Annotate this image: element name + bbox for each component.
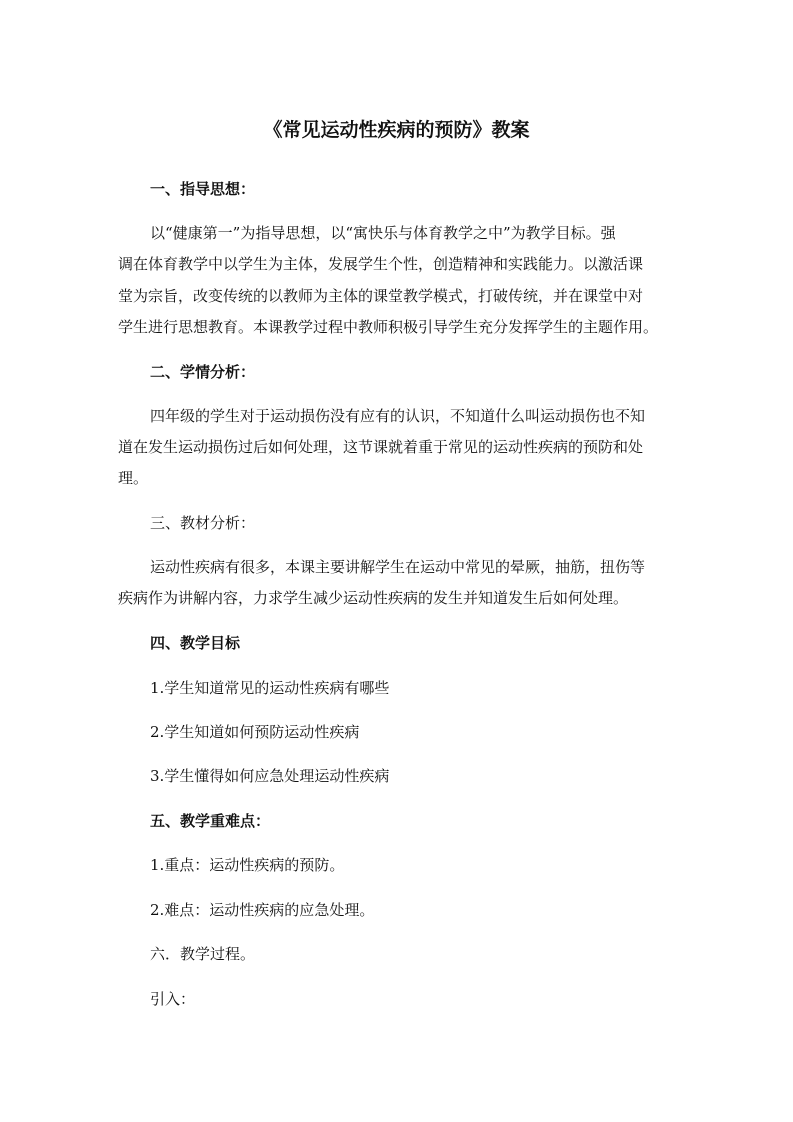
paragraph-line: 疾病作为讲解内容，力求学生减少运动性疾病的发生并知道发生后如何处理。	[118, 589, 629, 607]
paragraph-line: 四年级的学生对于运动损伤没有应有的认识，不知道什么叫运动损伤也不知	[150, 407, 646, 425]
paragraph-line: 以“健康第一”为指导思想，以“寓快乐与体育教学之中”为教学目标。强	[150, 224, 616, 242]
section-heading-student-analysis: 二、学情分析：	[150, 363, 256, 381]
section-heading-key-points: 五、教学重难点：	[150, 812, 271, 830]
paragraph-line: 运动性疾病有很多，本课主要讲解学生在运动中常见的晕厥，抽筋，扭伤等	[150, 558, 646, 576]
section-heading-guiding-thought: 一、指导思想：	[150, 180, 256, 198]
section-heading-material-analysis: 三、教材分析：	[150, 514, 256, 532]
paragraph-line: 理。	[118, 469, 149, 487]
paragraph-line: 堂为宗旨，改变传统的以教师为主体的课堂教学模式，打破传统，并在课堂中对	[118, 287, 644, 305]
list-item: 3.学生懂得如何应急处理运动性疾病	[150, 767, 390, 785]
paragraph-line: 道在发生运动损伤过后如何处理，这节课就着重于常见的运动性疾病的预防和处	[118, 438, 644, 456]
paragraph-line: 学生进行思想教育。本课教学过程中教师积极引导学生充分发挥学生的主题作用。	[118, 318, 659, 336]
section-heading-teaching-goals: 四、教学目标	[150, 634, 241, 652]
list-item: 2.学生知道如何预防运动性疾病	[150, 723, 360, 741]
paragraph-line: 调在体育教学中以学生为主体，发展学生个性，创造精神和实践能力。以激活课	[118, 255, 644, 273]
section-intro-label: 引入：	[150, 990, 196, 1008]
section-heading-teaching-process: 六．教学过程。	[150, 945, 256, 963]
document-title: 《常见运动性疾病的预防》教案	[263, 119, 530, 141]
list-item: 1.重点：运动性疾病的预防。	[150, 856, 345, 874]
list-item: 1.学生知道常见的运动性疾病有哪些	[150, 679, 390, 697]
list-item: 2.难点：运动性疾病的应急处理。	[150, 901, 375, 919]
